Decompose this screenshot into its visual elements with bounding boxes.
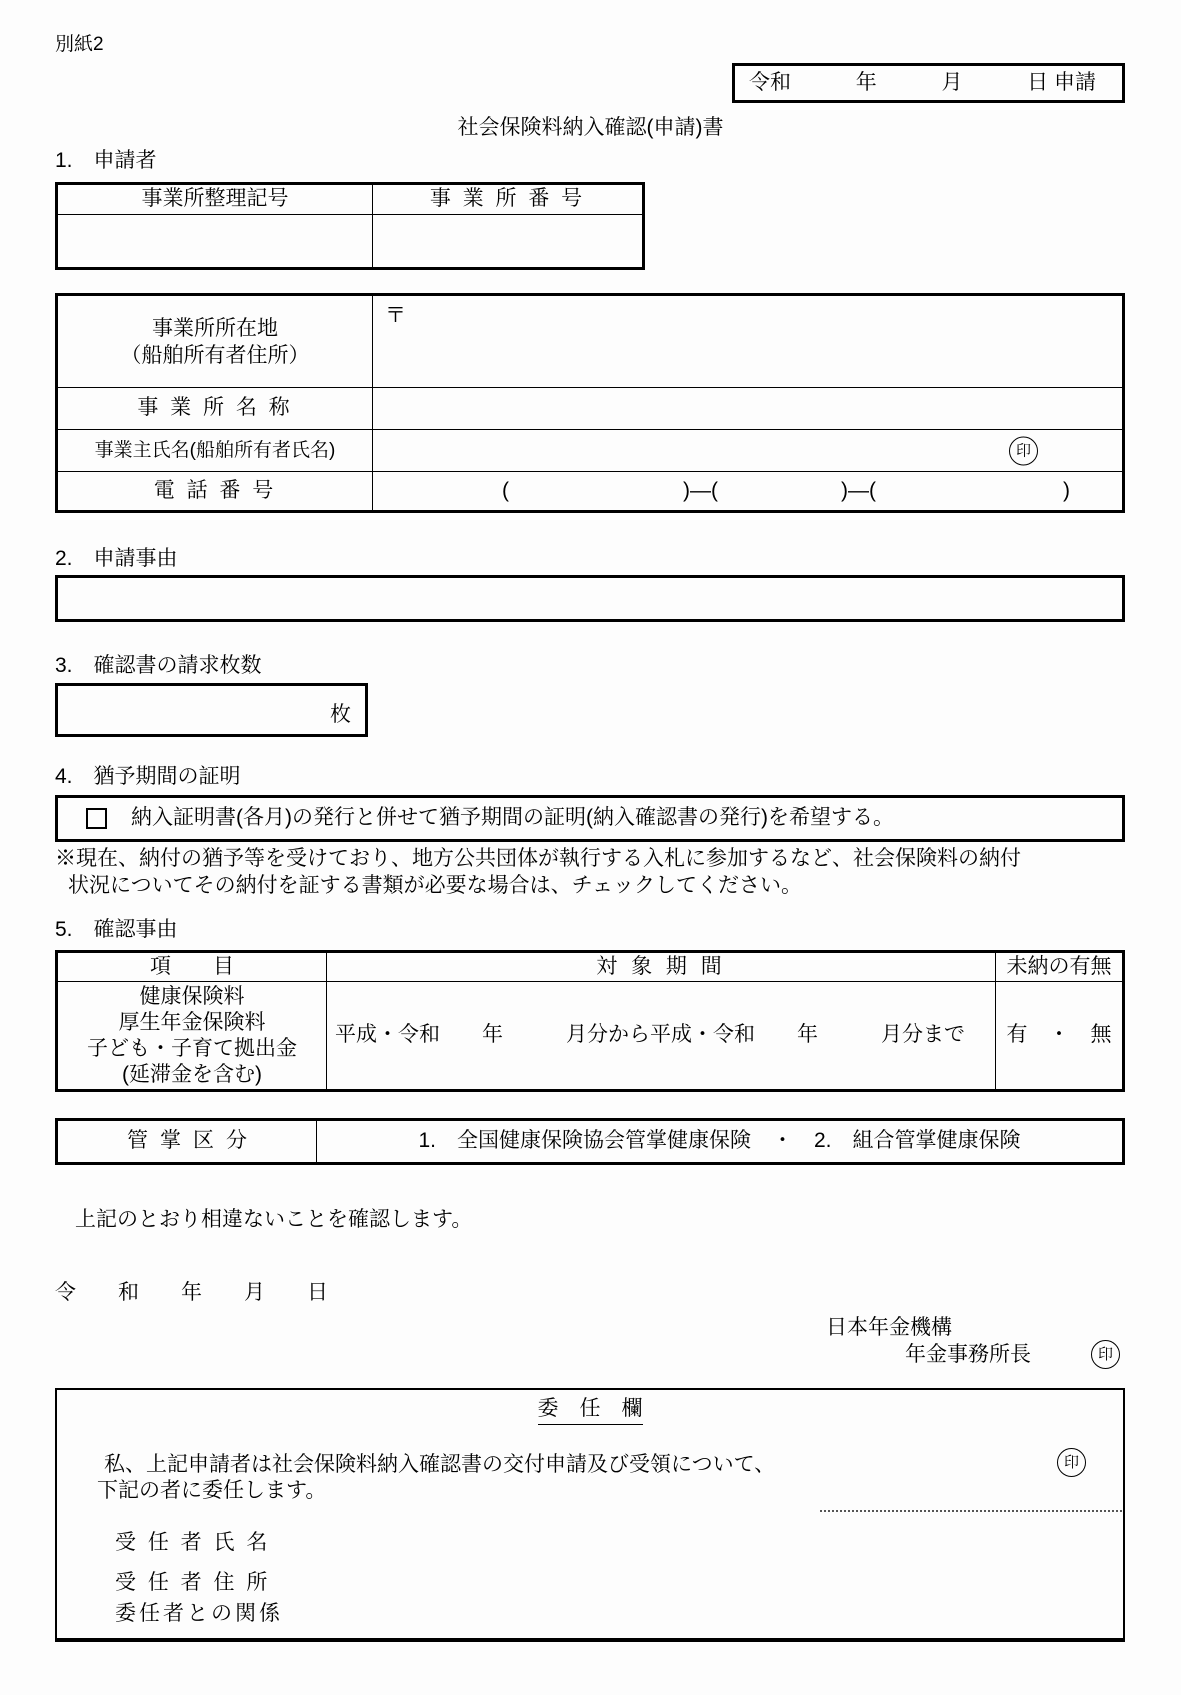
jurisdiction-table	[55, 1118, 1125, 1165]
month-label: 月	[941, 70, 963, 94]
phone-paren-4: )	[1063, 478, 1070, 502]
application-date-box[interactable]	[732, 63, 1125, 103]
owner-seal-icon: 印	[1009, 436, 1038, 465]
office-code-table	[55, 182, 645, 270]
delegation-body-line-2: 下記の者に委任します。	[97, 1479, 327, 1502]
attachment-label: 別紙2	[55, 34, 104, 55]
office-number-input-cell[interactable]	[373, 215, 642, 267]
office-number-header: 事 業 所 番 号	[373, 185, 642, 215]
day-apply-label: 日 申請	[1027, 70, 1096, 94]
era-label: 令和	[749, 70, 791, 94]
phone-paren-2: )—(	[683, 478, 718, 502]
arrears-column-header: 未納の有無	[996, 953, 1122, 982]
page-title: 社会保険料納入確認(申請)書	[457, 116, 724, 139]
office-name-input-cell[interactable]	[373, 388, 1122, 430]
jurisdiction-label: 管掌区分	[58, 1121, 317, 1162]
copies-unit-label: 枚	[330, 702, 351, 726]
confirmation-date-line[interactable]: 令 和 年 月 日	[55, 1281, 328, 1304]
office-address-input-cell[interactable]	[373, 296, 1122, 388]
item-column-header: 項 目	[58, 953, 327, 982]
delegation-box	[55, 1388, 1125, 1642]
item-line-health: 健康保険料	[139, 984, 245, 1008]
item-line-child: 子ども・子育て拠出金	[87, 1036, 297, 1060]
org-name: 日本年金機構	[826, 1316, 952, 1339]
phone-paren-3: )—(	[841, 478, 876, 502]
arrears-select-cell[interactable]: 有 ・ 無	[1006, 1023, 1112, 1047]
postal-mark-icon: 〒	[385, 304, 406, 327]
confirmation-statement: 上記のとおり相違ないことを確認します。	[75, 1208, 473, 1231]
office-code-input-cell[interactable]	[58, 215, 373, 267]
phone-label: 電 話 番 号	[58, 472, 373, 510]
phone-paren-1: (	[502, 478, 509, 502]
org-title: 年金事務所長	[905, 1343, 1031, 1366]
delegator-relation-label: 委任者との関係	[115, 1602, 283, 1625]
section1-heading: 1. 申請者	[55, 149, 157, 172]
note-line-2: 状況についてその納付を証する書類が必要な場合は、チェックしてください。	[68, 874, 802, 897]
period-column-header: 対 象 期 間	[327, 953, 996, 982]
delegate-address-label: 受 任 者 住 所	[115, 1571, 271, 1594]
section4-heading: 4. 猶予期間の証明	[55, 765, 241, 788]
office-code-header: 事業所整理記号	[58, 185, 373, 215]
section3-heading: 3. 確認書の請求枚数	[55, 654, 262, 677]
item-line-pension: 厚生年金保険料	[118, 1010, 266, 1034]
delegate-name-label: 受 任 者 氏 名	[115, 1531, 271, 1554]
copies-count-input-box[interactable]	[55, 683, 368, 737]
owner-name-input-cell[interactable]	[373, 430, 1122, 472]
grace-period-checkbox-label: 納入証明書(各月)の発行と併せて猶予期間の証明(納入確認書の発行)を希望する。	[131, 806, 894, 830]
target-period-input-cell[interactable]: 平成・令和 年 月分から平成・令和 年 月分まで	[327, 982, 996, 1089]
delegation-title: 委 任 欄	[57, 1397, 1123, 1425]
application-reason-input-box[interactable]	[55, 575, 1125, 622]
grace-period-box	[55, 795, 1125, 842]
year-label: 年	[855, 70, 877, 94]
section5-heading: 5. 確認事由	[55, 918, 178, 941]
office-name-label: 事 業 所 名 称	[58, 388, 373, 430]
grace-period-checkbox[interactable]	[86, 808, 107, 829]
section2-heading: 2. 申請事由	[55, 547, 178, 570]
note-line-1: ※現在、納付の猶予等を受けており、地方公共団体が執行する入札に参加するなど、社会保険料の納付	[55, 847, 1021, 870]
phone-input-cell[interactable]	[373, 472, 1122, 510]
delegation-signature-line[interactable]	[820, 1496, 1122, 1512]
delegation-body-line-1: 私、上記申請者は社会保険料納入確認書の交付申請及び受領について、	[104, 1453, 776, 1476]
office-address-label: 事業所所在地 （船舶所有者住所）	[58, 296, 373, 388]
owner-name-label: 事業主氏名(船舶所有者氏名)	[58, 430, 373, 472]
delegation-seal-icon: 印	[1057, 1448, 1086, 1477]
confirmation-items-table	[55, 950, 1125, 1092]
grace-period-note	[55, 845, 1021, 899]
office-director-seal-icon: 印	[1091, 1340, 1120, 1369]
item-line-latefee: (延滞金を含む)	[122, 1062, 262, 1086]
premium-items-cell	[58, 982, 327, 1089]
applicant-info-table	[55, 293, 1125, 513]
jurisdiction-select-cell[interactable]: 1. 全国健康保険協会管掌健康保険 ・ 2. 組合管掌健康保険	[418, 1129, 1021, 1153]
